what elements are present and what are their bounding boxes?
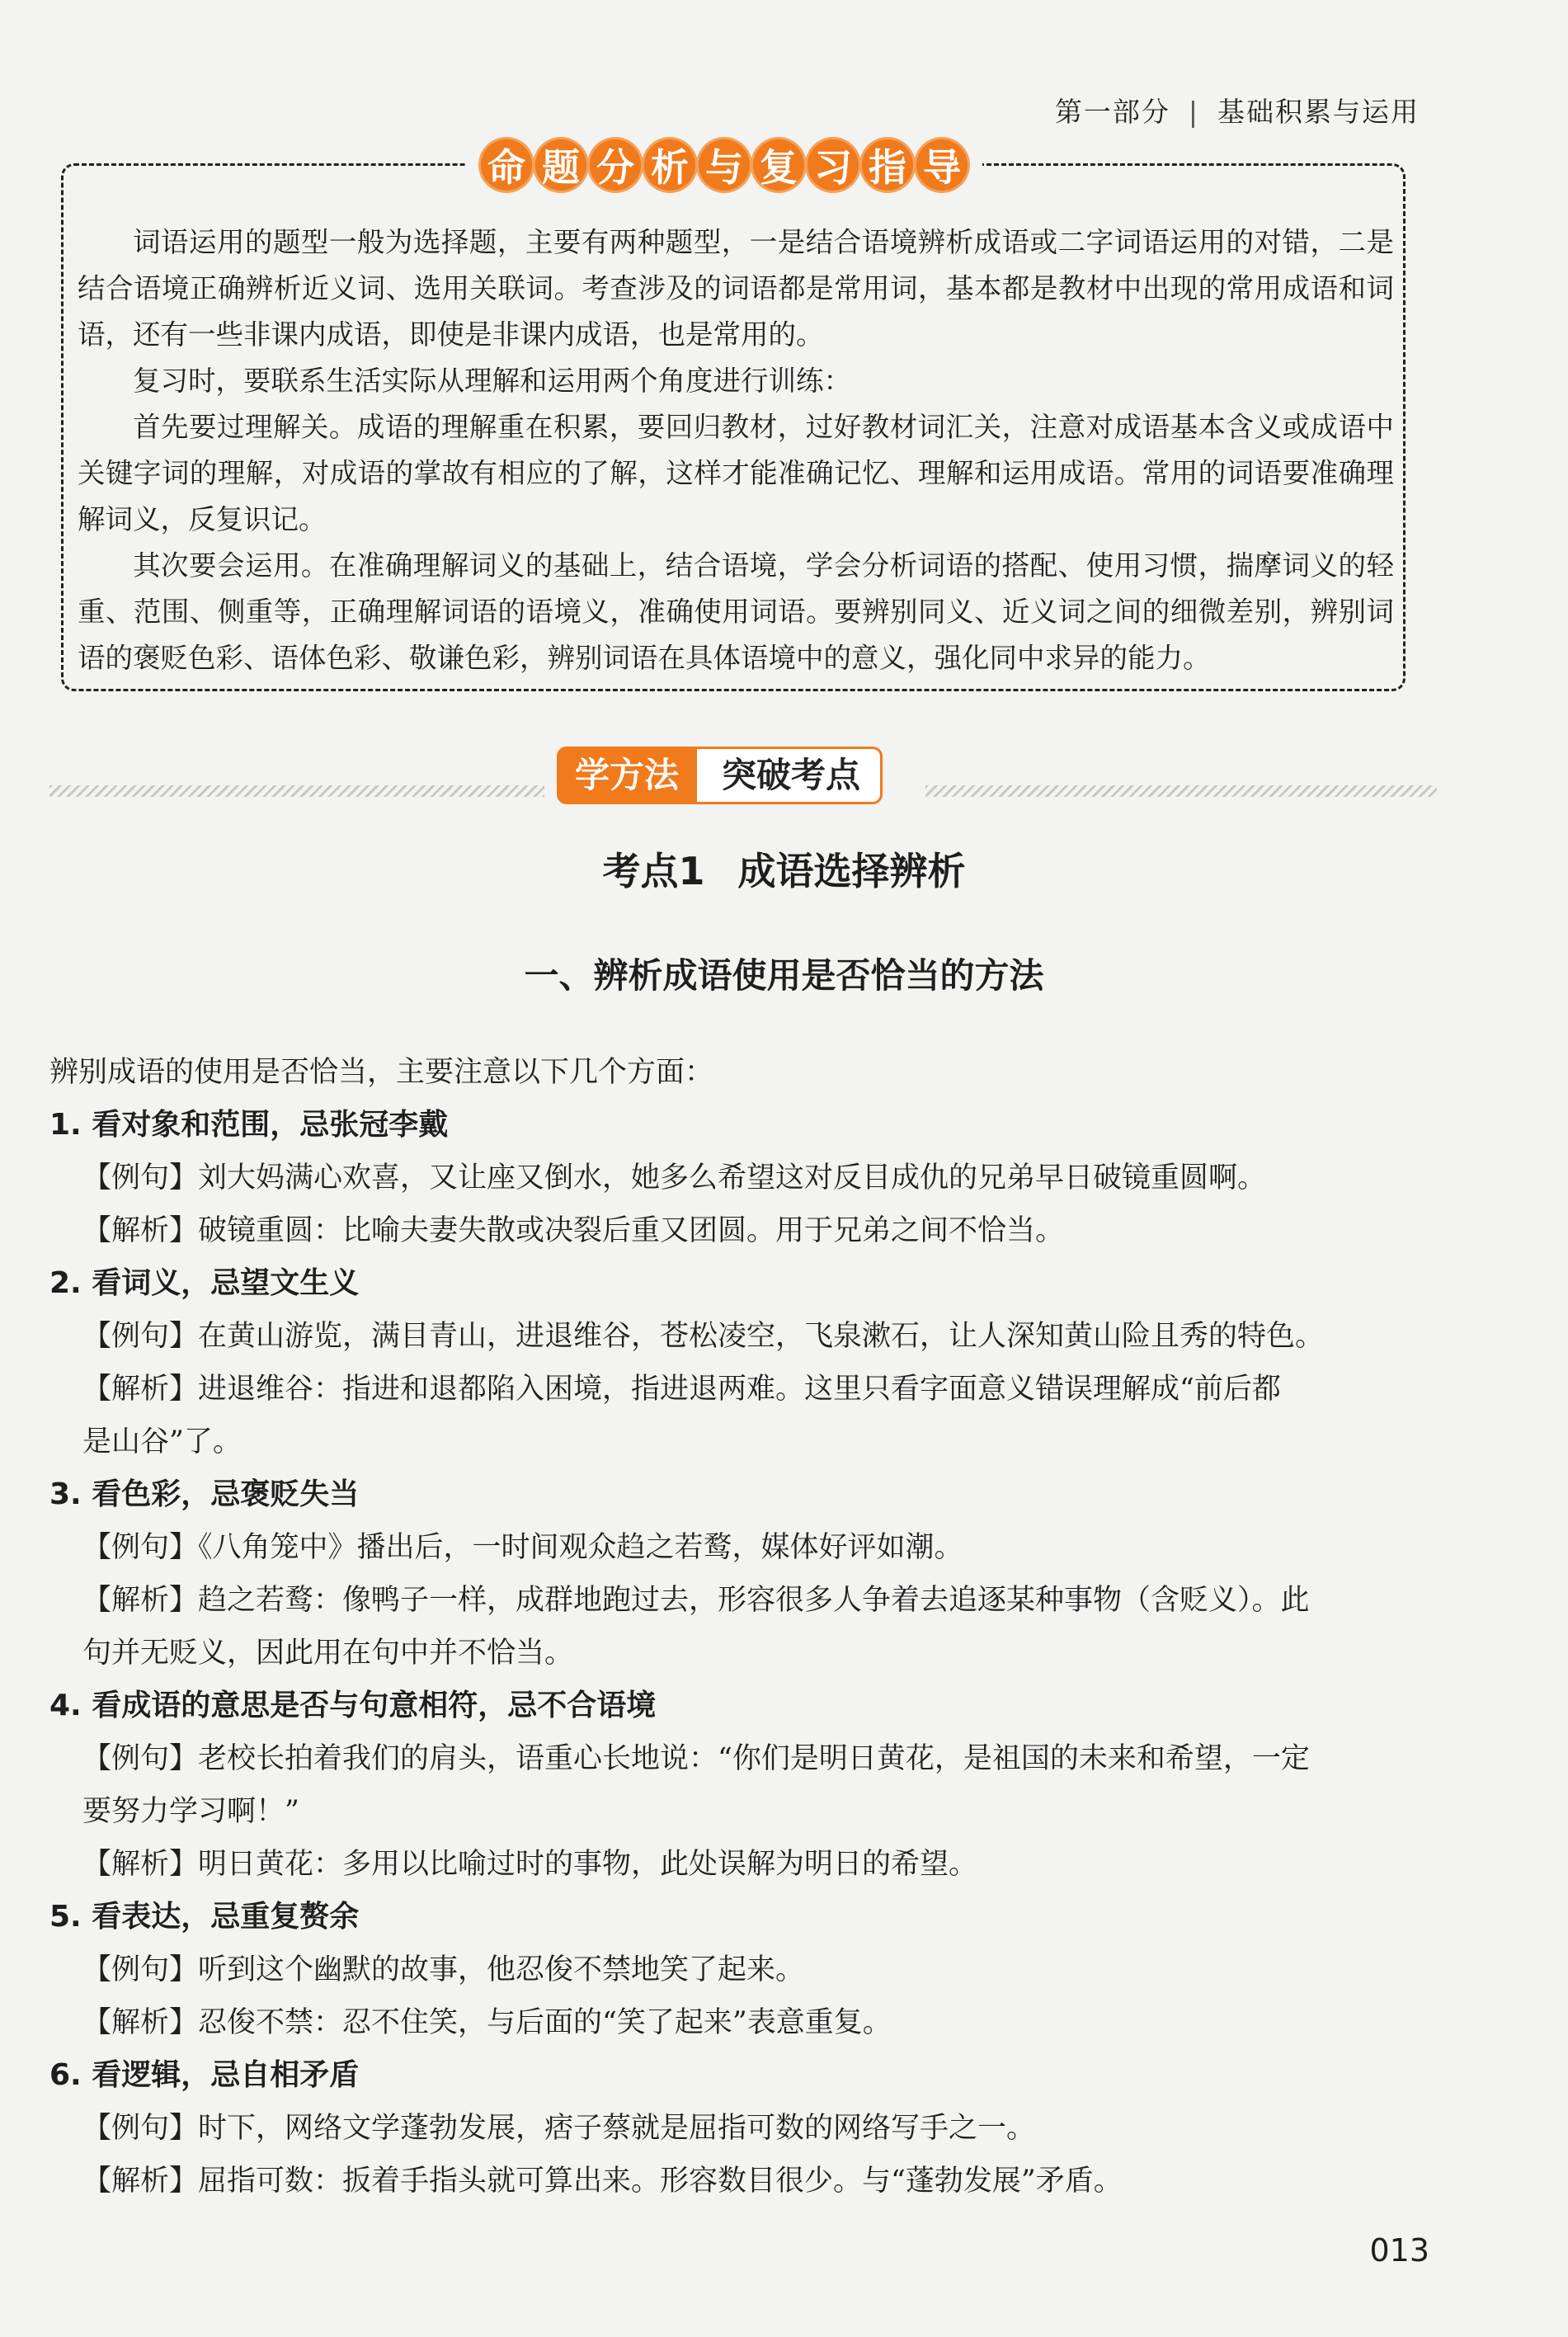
analysis-paragraph: 首先要过理解关。成语的理解重在积累，要回归教材，过好教材词汇关，注意对成语基本含义或成语中关键字词的理解，对成语的掌故有相应的了解，这样才能准确记忆、理解和运用成语。常用的词语要准确理解词义，反复识记。 [78,411,1394,535]
analysis-paragraph: 复习时，要联系生活实际从理解和运用两个角度进行训练： [133,365,851,397]
analysis-line: 【解析】进退维谷：指进和退都陷入困境，指进退两难。这里只看字面意义错误理解成“前后都 [82,1373,1281,1406]
kaodian-name: 成语选择辨析 [737,849,966,893]
example-line: 【例句】在黄山游览，满目青山，进退维谷，苍松凌空，飞泉漱石，让人深知黄山险且秀的特色。 [82,1320,1325,1353]
running-header [1055,91,1420,130]
analysis-line: 【解析】忍俊不禁：忍不住笑，与后面的“笑了起来”表意重复。 [82,2006,892,2039]
analysis-line: 【解析】明日黄花：多用以比喻过时的事物，此处误解为明日的希望。 [82,1848,978,1881]
analysis-paragraph: 词语运用的题型一般为选择题，主要有两种题型，一是结合语境辨析成语或二字词语运用的对错，二是结合语境正确辨析近义词、选用关联词。考查涉及的词语都是常用词，基本都是教材中出现的常用成语和词语，还有一些非课内成语，即使是非课内成语，也是常用的。 [78,226,1394,351]
content [49,1046,1435,2207]
kaodian-label: 考点1 [602,849,705,893]
analysis-title [466,134,982,196]
section-heading: 6. 看逻辑，忌自相矛盾 [49,2058,360,2092]
page-number: 013 [1369,2232,1429,2269]
intro-text: 辨别成语的使用是否恰当，主要注意以下几个方面： [49,1056,714,1089]
example-line: 【例句】刘大妈满心欢喜，又让座又倒水，她多么希望这对反目成仇的兄弟早日破镜重圆啊。 [82,1161,1267,1194]
header-separator: | [1188,96,1199,128]
header-section: 基础积累与运用 [1217,96,1420,128]
analysis-continuation: 句并无贬义，因此用在句中并不恰当。 [82,1637,574,1670]
analysis-line: 【解析】屈指可数：扳着手指头就可算出来。形容数目很少。与“蓬勃发展”矛盾。 [82,2165,1123,2198]
title-char: 导 [916,139,968,191]
subtitle: 一、辨析成语使用是否恰当的方法 [524,955,1044,996]
title-char: 分 [590,139,641,191]
section-heading: 3. 看色彩，忌褒贬失当 [49,1477,360,1511]
title-char: 复 [753,139,804,191]
title-char: 题 [535,139,586,191]
analysis-paragraph: 其次要会运用。在准确理解词义的基础上，结合语境，学会分析词语的搭配、使用习惯，揣摩词义的轻重、范围、侧重等，正确理解词语的语境义，准确使用词语。要辨别同义、近义词之间的细微差别，辨别词语的褒贬色彩、语体色彩、敬谦色彩，辨别词语在具体语境中的意义，强化同中求异的能力。 [78,549,1394,674]
analysis-text [78,219,1394,681]
analysis-line: 【解析】趋之若鹜：像鸭子一样，成群地跑过去，形容很多人争着去追逐某种事物（含贬义）。此 [82,1584,1310,1617]
analysis-continuation: 是山谷”了。 [82,1425,242,1458]
section-heading: 5. 看表达，忌重复赘余 [49,1900,360,1934]
example-line: 【例句】《八角笼中》播出后，一时间观众趋之若鹜，媒体好评如潮。 [82,1531,963,1564]
section-banner [557,747,883,804]
section-heading: 1. 看对象和范围，忌张冠李戴 [49,1108,449,1142]
title-char: 习 [808,139,859,191]
banner-right: 突破考点 [697,747,883,804]
kaodian-title [0,841,1568,896]
section-heading: 2. 看词义，忌望文生义 [49,1266,360,1300]
example-line: 【例句】老校长拍着我们的肩头，语重心长地说：“你们是明日黄花，是祖国的未来和希望，一定 [82,1742,1310,1775]
header-part: 第一部分 [1054,96,1170,128]
title-char: 指 [862,139,913,191]
banner-stripe-right [925,785,1437,797]
banner-stripe-left [49,785,544,797]
title-char: 析 [644,139,695,191]
title-char: 命 [481,139,532,191]
example-line: 【例句】时下，网络文学蓬勃发展，痞子蔡就是屈指可数的网络写手之一。 [82,2112,1036,2145]
section-heading: 4. 看成语的意思是否与句意相符，忌不合语境 [49,1689,657,1722]
title-char: 与 [699,139,750,191]
example-continuation: 要努力学习啊！” [82,1795,299,1828]
example-line: 【例句】听到这个幽默的故事，他忍俊不禁地笑了起来。 [82,1953,805,1986]
banner-left: 学方法 [557,747,697,804]
analysis-line: 【解析】破镜重圆：比喻夫妻失散或决裂后重又团圆。用于兄弟之间不恰当。 [82,1214,1065,1247]
